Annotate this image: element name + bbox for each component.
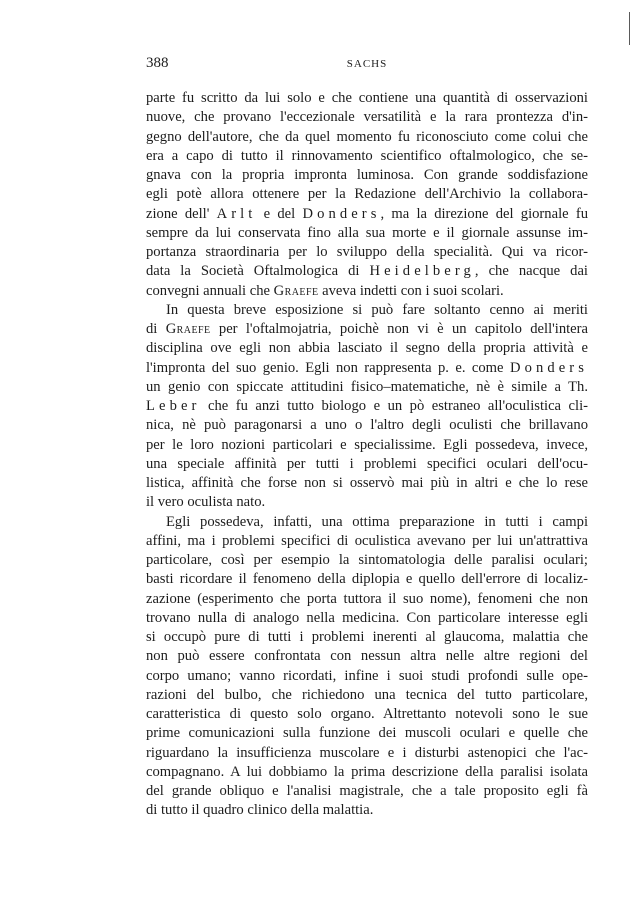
text-line: un genio con spiccate attitudini fisico–matematiche, nè è simile a Th. — [146, 378, 588, 395]
text-line: egli potè allora ottenere per la Redazione dell'Archivio la collabora- — [146, 186, 588, 203]
text-line: portanza straordinaria per lo sviluppo della specialità. Qui va ricor- — [146, 244, 588, 260]
text-line: il vero oculista nato. — [146, 494, 266, 511]
text-line: gegno dell'autore, che da quel momento fu riconosciuto come colui che — [146, 128, 588, 145]
text-line: di tutto il quadro clinico della malattia. — [146, 802, 374, 819]
text-line: nuove, che provano l'eccezionale versatilità e la rara prontezza d'in- — [146, 109, 588, 126]
text-line: listica, affinità che forse non si osservò mai più in altri e che lo rese — [146, 475, 588, 491]
text-line: parte fu scritto da lui solo e che contiene una quantità di osservazioni — [146, 90, 588, 106]
scan-edge-mark — [629, 12, 630, 45]
spaced-name: Heidelberg — [369, 263, 475, 280]
paragraph-start-line: Egli possedeva, infatti, una ottima preparazione in tutti i campi — [166, 513, 588, 530]
text-line: l'impronta del suo genio. Egli non rappresenta p. e. come Donders — [146, 359, 588, 376]
text-line: zazione (esperimento che porta tuttora il suo nome), fenomeni che non — [146, 590, 588, 607]
text-line: trovano nulla di analogo nella medicina. Con particolare interesse egli — [146, 609, 588, 626]
text-line: di Graefe per l'oftalmojatria, poichè non vi è un capitolo dell'intera — [146, 321, 588, 337]
running-head: SACHS — [346, 58, 388, 70]
text-line: riguardano la insufficienza muscolare e i disturbi astenopici che l'ac- — [146, 744, 588, 761]
text-line: particolare, così per esempio la sintomatologia delle paralisi oculari; — [146, 552, 588, 568]
text-line: sempre da lui conservata fino alla sua morte e il giornale assunse im- — [146, 224, 588, 241]
text-line: non può essere confrontata con nessun altra nelle altre regioni del — [146, 648, 588, 665]
small-caps-name: Graefe — [273, 282, 319, 299]
page-header — [146, 55, 588, 77]
text-line: basti ricordare il fenomeno della diplopia e quello dell'errore di localiz- — [146, 571, 588, 588]
text-line: disciplina ove egli non abbia lasciato il segno della propria attività e — [146, 340, 588, 357]
text-line: nica, nè può paragonarsi a uno o l'altro degli oculisti che brillavano — [146, 417, 588, 434]
text-line: prime comunicazioni sulla funzione dei muscoli oculari e quelle che — [146, 725, 588, 742]
text-line: razioni del bulbo, che richiedono una tecnica del tutto particolare, — [146, 686, 588, 703]
text-line: Leber che fu anzi tutto biologo e un pò estraneo all'oculistica cli- — [146, 398, 588, 414]
spaced-name: Leber — [146, 398, 201, 414]
small-caps-name: Graefe — [165, 321, 211, 337]
text-line: una speciale affinità per tutti i problemi specifici oculari dell'ocu- — [146, 455, 588, 472]
body-text — [146, 89, 588, 821]
text-line: del grande obliquo e l'analisi magistrale, che a tale proposito egli fà — [146, 783, 588, 799]
text-line: compagnano. A lui dobbiamo la prima descrizione della paralisi isolata — [146, 763, 588, 780]
paragraph-start-line: In questa breve esposizione si può fare soltanto cenno ai meriti — [166, 301, 588, 318]
text-line: caratteristica di questo solo organo. Altrettanto notevoli sono le sue — [146, 706, 588, 722]
text-line: corpo umano; vanno ricordati, infine i suoi studi profondi sulle ope- — [146, 667, 588, 684]
page-number: 388 — [146, 55, 169, 71]
text-line: era a capo di tutto il rinnovamento scientifico oftalmologico, che se- — [146, 147, 588, 164]
text-line: si occupò pure di tutti i problemi inerenti al glaucoma, malattia che — [146, 629, 588, 645]
spaced-name: Arlt — [216, 205, 257, 222]
text-line: data la Società Oftalmologica di Heidelberg, che nacque dai — [146, 263, 588, 280]
text-line: per le loro nozioni particolari e specialissime. Egli possedeva, invece, — [146, 436, 588, 453]
text-line: zione dell' Arlt e del Donders, ma la direzione del giornale fu — [146, 205, 588, 222]
spaced-name: Donders — [302, 205, 381, 222]
text-line: convegni annuali che Graefe aveva indetti con i suoi scolari. — [146, 282, 504, 299]
text-line: gnava con la propria impronta luminosa. Con grande soddisfazione — [146, 167, 588, 183]
text-line: affini, ma i problemi specifici di oculistica avevano per lui un'attrattiva — [146, 532, 588, 549]
spaced-name: Donders — [509, 359, 588, 376]
